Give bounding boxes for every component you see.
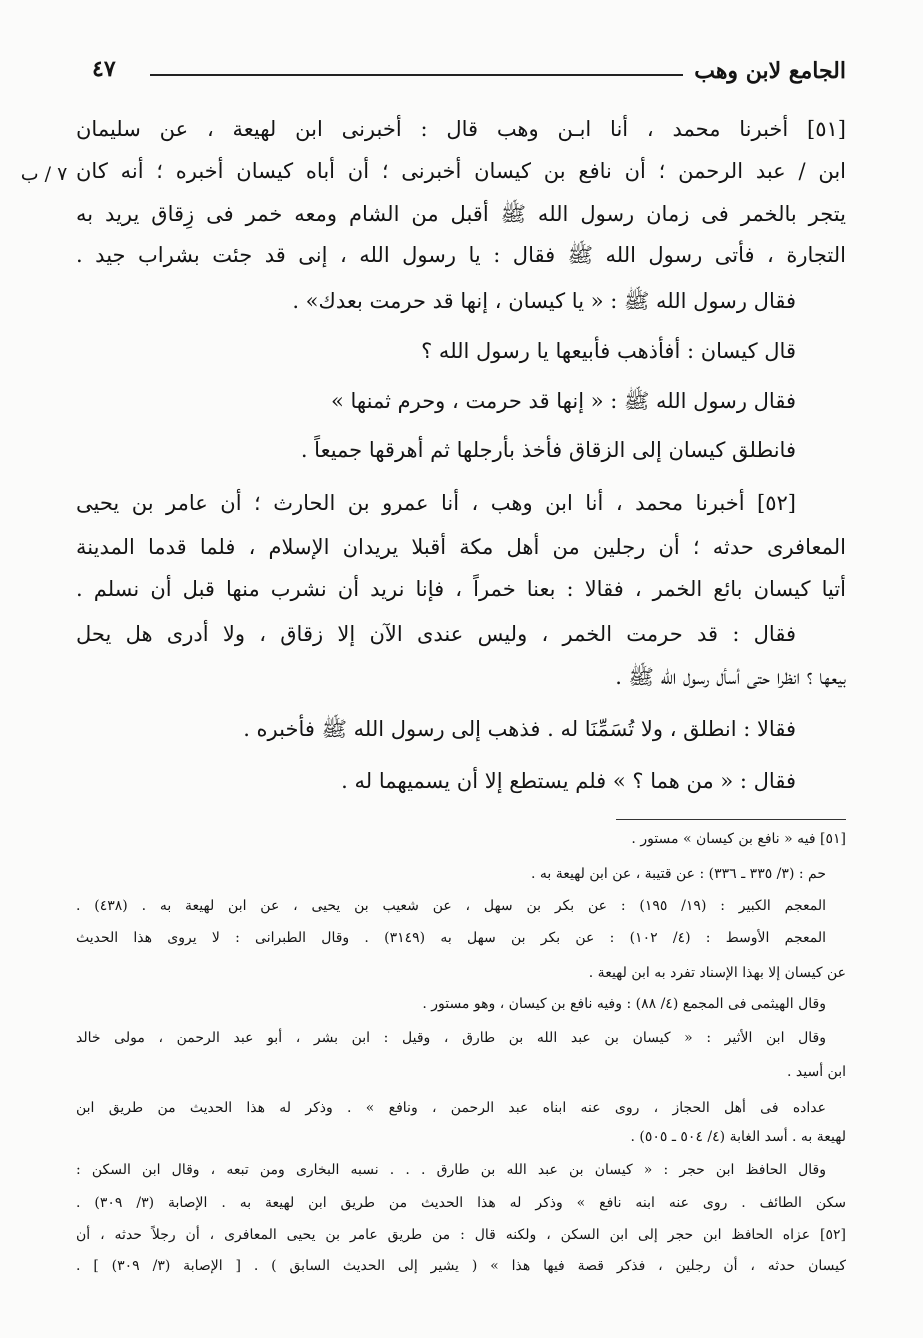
footnote-line: لهيعة به . أسد الغابة (٤/ ٥٠٤ ـ ٥٠٥) .	[630, 1129, 846, 1145]
footnote-line: المعجم الأوسط : (٤/ ١٠٢) : عن بكر بن سهل به (٣١٤٩) . وقال الطبرانى : لا يروى هذا الحديث	[76, 930, 826, 946]
footnote-line: عن كيسان إلا بهذا الإسناد تفرد به ابن لهيعة .	[588, 965, 846, 981]
body-line: التجارة ، فأتى رسول الله ﷺ فقال : يا رسول الله ، إنى قد جئت بشراب جيد .	[76, 243, 846, 267]
body-line: [٥٢] أخبرنا محمد ، أنا ابن وهب ، أنا عمرو بن الحارث ؛ أن عامر بن يحيى	[76, 491, 796, 515]
footnote-line: وقال ابن الأثير : « كيسان بن عبد الله بن طارق ، وقيل : ابن بشر ، أبو عبد الرحمن ، مولى خالد	[76, 1030, 826, 1046]
running-header-title: الجامع لابن وهب	[694, 58, 846, 84]
footnote-line: وقال الهيثمى فى المجمع (٤/ ٨٨) : وفيه نافع بن كيسان ، وهو مستور .	[422, 996, 826, 1012]
body-line: بيعها ؟ انظرا حتى أسأل رسول الله ﷺ .	[615, 665, 846, 689]
footnote-line: [٥١] فيه « نافع بن كيسان » مستور .	[631, 831, 846, 847]
footnote-line: وقال الحافظ ابن حجر : « كيسان بن عبد الله بن طارق . . . نسبه البخارى ومن تبعه ، وقال ابن السكن :	[76, 1162, 826, 1178]
footnote-rule	[616, 819, 846, 820]
body-line: [٥١] أخبرنا محمد ، أنا ابـن وهب قال : أخبرنى ابن لهيعة ، عن سليمان	[76, 117, 846, 141]
body-line: فقال رسول الله ﷺ : « إنها قد حرمت ، وحرم ثمنها »	[331, 389, 796, 413]
footnote-line: كيسان حدثه ، أن رجلين ، فذكر قصة فيها هذا » ( يشير إلى الحديث السابق ) . [ الإصابة (٣/ ٣٠٩) ] .	[76, 1258, 846, 1274]
footnote-line: عداده فى أهل الحجاز ، روى عنه ابناه عبد الرحمن ، ونافع » . وذكر له هذا الحديث من طريق ابن	[76, 1100, 826, 1116]
footnote-line: حم : (٣/ ٣٣٥ ـ ٣٣٦) : عن قتيبة ، عن ابن لهيعة به .	[530, 866, 826, 882]
footnote-line: سكن الطائف . روى عنه ابنه نافع » وذكر له هذا الحديث من طريق ابن لهيعة به . الإصابة (٣/ ٣٠٩) .	[76, 1195, 846, 1211]
footnote-line: ابن أسيد .	[787, 1064, 846, 1080]
page-number: ٤٧	[92, 56, 116, 82]
body-line: فانطلق كيسان إلى الزقاق فأخذ بأرجلها ثم أهرقها جميعاً .	[300, 438, 796, 462]
body-line: أتيا كيسان بائع الخمر ، فقالا : بعنا خمراً ، فإنا نريد أن نشرب منها قبل أن نسلم .	[76, 577, 846, 601]
footnote-line: [٥٢] عزاه الحافظ ابن حجر إلى ابن السكن ، ولكنه قال : من طريق عامر بن يحيى المعافرى ، أن رجلاً حدثه ، أن	[76, 1227, 846, 1243]
body-line: فقال رسول الله ﷺ : « يا كيسان ، إنها قد حرمت بعدك» .	[292, 289, 796, 313]
body-line: فقالا : انطلق ، ولا تُسَمِّنَا له . فذهب إلى رسول الله ﷺ فأخبره .	[243, 717, 796, 741]
body-line: فقال : قد حرمت الخمر ، وليس عندى الآن إلا زقاق ، ولا أدرى هل يحل	[76, 622, 796, 646]
footnote-line: المعجم الكبير : (١٩/ ١٩٥) : عن بكر بن سهل ، عن شعيب بن يحيى ، عن ابن لهيعة به . (٤٣٨) .	[76, 898, 826, 914]
body-line: يتجر بالخمر فى زمان رسول الله ﷺ أقبل من الشام ومعه خمر فى زِقاق يريد به	[76, 202, 846, 226]
header-rule	[150, 74, 683, 76]
body-line: فقال : « من هما ؟ » فلم يستطع إلا أن يسميهما له .	[341, 769, 796, 793]
body-line: المعافرى حدثه ؛ أن رجلين من أهل مكة أقبلا يريدان الإسلام ، فلما قدما المدينة	[76, 535, 846, 559]
body-line: ابن / عبد الرحمن ؛ أن نافع بن كيسان أخبرنى ؛ أن أباه كيسان أخبره ؛ أنه كان	[76, 159, 846, 183]
body-line: قال كيسان : أفأذهب فأبيعها يا رسول الله ؟	[421, 339, 796, 363]
margin-folio-note: ٧ / ب	[20, 163, 68, 185]
